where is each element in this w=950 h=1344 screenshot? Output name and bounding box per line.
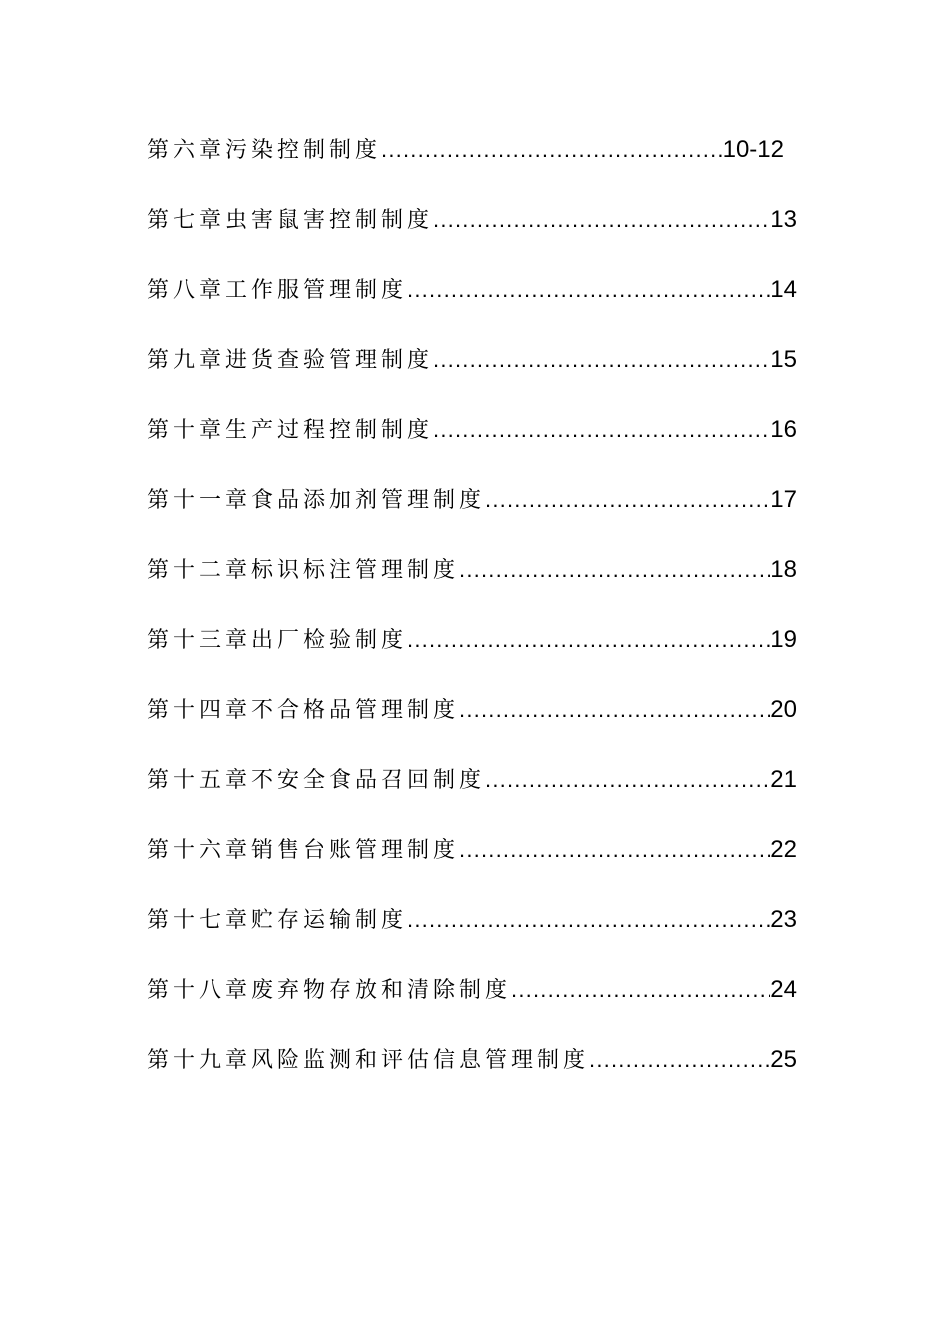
chapter-title: 废弃物存放和清除制度 [251, 978, 512, 1003]
page-number: 24 [770, 976, 797, 1003]
chapter-number: 第十九章 [147, 1048, 252, 1073]
page-number: 21 [770, 766, 797, 793]
chapter-number: 第十章 [147, 418, 226, 443]
page-number: 13 [770, 206, 797, 233]
toc-entry[interactable] [147, 828, 797, 898]
dot-leader [459, 828, 770, 872]
toc-entry[interactable] [147, 338, 797, 408]
toc-entry[interactable] [147, 1038, 797, 1108]
dot-leader [485, 758, 770, 802]
chapter-number: 第十一章 [147, 488, 252, 513]
toc-entry[interactable] [147, 618, 797, 688]
page-number: 18 [770, 556, 797, 583]
chapter-number: 第七章 [147, 208, 226, 233]
dot-leader [381, 128, 723, 172]
toc-entry[interactable] [147, 548, 797, 618]
dot-leader [433, 408, 770, 452]
chapter-number: 第十二章 [147, 558, 252, 583]
chapter-title: 出厂检验制度 [251, 628, 408, 653]
dot-leader [407, 618, 770, 662]
toc-entry[interactable] [147, 758, 797, 828]
dot-leader [459, 688, 770, 732]
dot-leader [485, 478, 770, 522]
page-number: 25 [770, 1046, 797, 1073]
toc-entry[interactable] [147, 268, 797, 338]
dot-leader [407, 268, 770, 312]
dot-leader [589, 1038, 770, 1082]
chapter-title: 风险监测和评估信息管理制度 [251, 1048, 590, 1073]
chapter-number: 第八章 [147, 278, 226, 303]
dot-leader [511, 968, 770, 1012]
dot-leader [433, 198, 770, 242]
chapter-number: 第九章 [147, 348, 226, 373]
chapter-number: 第六章 [147, 138, 226, 163]
page-number: 19 [770, 626, 797, 653]
page-number: 20 [770, 696, 797, 723]
dot-leader [459, 548, 770, 592]
chapter-number: 第十七章 [147, 908, 252, 933]
toc-entry[interactable] [147, 968, 797, 1038]
chapter-title: 标识标注管理制度 [251, 558, 460, 583]
dot-leader [433, 338, 770, 382]
table-of-contents [147, 128, 797, 1108]
chapter-title: 销售台账管理制度 [251, 838, 460, 863]
chapter-number: 第十四章 [147, 698, 252, 723]
chapter-title: 不安全食品召回制度 [251, 768, 486, 793]
page-number: 10-12 [722, 136, 784, 163]
chapter-title: 进货查验管理制度 [225, 348, 434, 373]
toc-entry[interactable] [147, 478, 797, 548]
chapter-number: 第十八章 [147, 978, 252, 1003]
chapter-number: 第十五章 [147, 768, 252, 793]
toc-entry[interactable] [147, 198, 797, 268]
chapter-number: 第十三章 [147, 628, 252, 653]
page-number: 22 [770, 836, 797, 863]
page-number: 17 [770, 486, 797, 513]
chapter-title: 贮存运输制度 [251, 908, 408, 933]
page-number: 15 [770, 346, 797, 373]
page-number: 14 [770, 276, 797, 303]
chapter-title: 虫害鼠害控制制度 [225, 208, 434, 233]
toc-entry[interactable] [147, 688, 797, 758]
toc-entry[interactable] [147, 898, 797, 968]
chapter-number: 第十六章 [147, 838, 252, 863]
chapter-title: 食品添加剂管理制度 [251, 488, 486, 513]
chapter-title: 工作服管理制度 [225, 278, 408, 303]
page-number: 16 [770, 416, 797, 443]
dot-leader [407, 898, 770, 942]
page-number: 23 [770, 906, 797, 933]
toc-entry[interactable] [147, 128, 784, 198]
chapter-title: 污染控制制度 [225, 138, 382, 163]
toc-entry[interactable] [147, 408, 797, 478]
chapter-title: 生产过程控制制度 [225, 418, 434, 443]
chapter-title: 不合格品管理制度 [251, 698, 460, 723]
